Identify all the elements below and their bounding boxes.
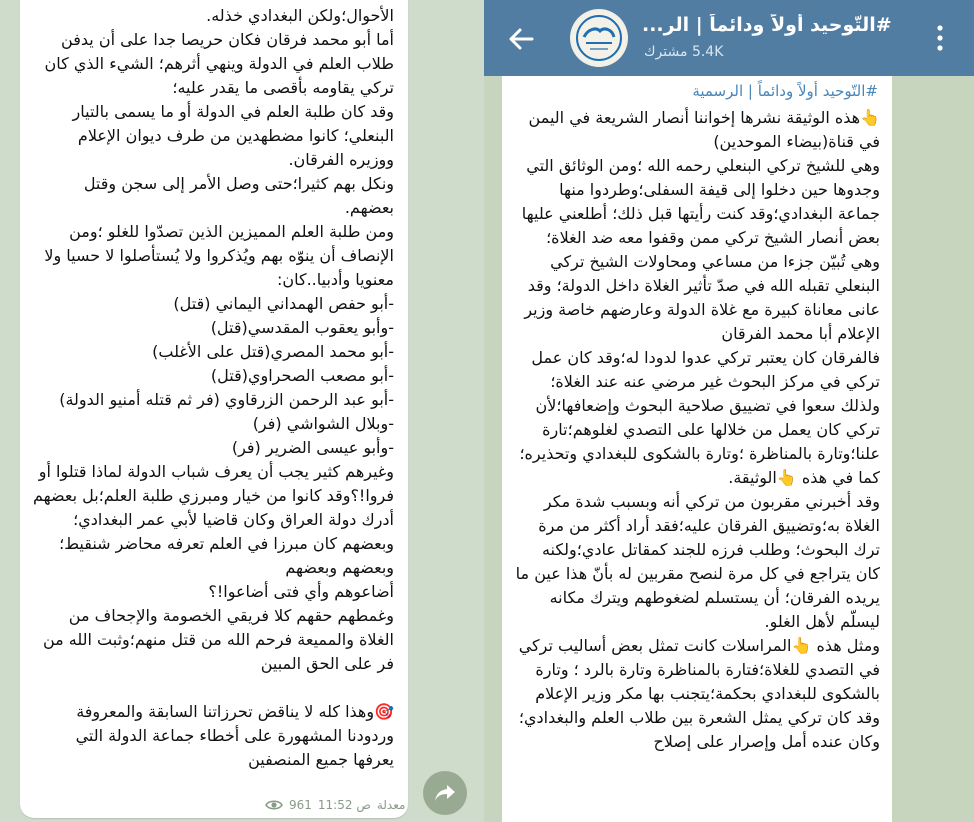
message-text: 👆هذه الوثيقة نشرها إخواننا أنصار الشريعة في اليمن في قناة(بيضاء الموحدين) وهي للشيخ تركي البنعلي رحمه الله ؛ومن الوثائق التي وجدوها حين دخلوا إلى قيفة السفلى؛وطردوا منها جماعة البغدادي؛وقد كنت رأيتها قبل ذلك؛ أطلعني عليها بعض أنصار الشيخ تركي ممن وقفوا معه ضد الغلاة؛ وهي تُبيّن جزءا من مساعي ومحاولات الشيخ تركي البنعلي تقبله الله في صدّ تأثير الغلاة داخل الدولة؛ وقد عانى معاناة كبيرة مع غلاة الدولة وعارضهم خاصة وزير الإعلام أبا محمد الفرقان فالفرقان كان يعتبر تركي عدوا لدودا له؛وقد كان عمل تركي في مركز البحوث غير مرضي عنه عند الغلاة؛ولذلك سعوا في تضييق صلاحية البحوث وإضعافها؛لأن تركي كان يعمل من خلالها على التصدي لغلوهم؛تارة علنا؛وتارة بالمناظرة ؛وتارة بالشكوى للبغدادي وتحذيره؛كما في هذه 👆الوثيقة. وقد أخبرني مقربون من تركي أنه وبسبب شدة مكر الغلاة به؛وتضييق الفرقان عليه؛فقد أراد أكثر من مرة ترك البحوث؛ وطلب فرزه للجند كمقاتل عادي؛ولكنه كان يتراجع في كل مرة لنصح مقربين له بأنّ هذا عين ما يريده الفرقان؛ أن يستسلم لضغوطهم ويترك مكانه ليسلّم لأهل الغلو. ومثل هذه 👆المراسلات كانت تمثل بعض أساليب تركي في التصدي للغلاة؛فتارة بالمناظرة وتارة بالرد ؛ وتارة بالشكوى للبغدادي بحكمة؛يتجنب بها مكر وزير الإعلام وقد كان تركي يمثل الشعرة بين طلاب العلم والبغدادي؛وكان عنده أمل وإصرار على إصلاح (515, 108, 880, 751)
channel-title[interactable]: #التّوحيد أولاً ودائماً | الر... (642, 14, 892, 36)
edited-label: معدلة (376, 798, 406, 812)
message-bubble[interactable] (20, 0, 408, 818)
forward-source-link[interactable]: #التّوحيد أولاً ودائماً | الرسمية (692, 82, 878, 100)
view-count: 961 (289, 798, 312, 812)
share-arrow-icon (434, 784, 456, 802)
share-button[interactable] (423, 771, 467, 815)
subscriber-count: 5.4K مشترك (644, 44, 724, 60)
more-options-icon[interactable] (932, 22, 948, 54)
message-time: 11:52 ص (317, 798, 371, 812)
right-chat-pane (484, 0, 974, 822)
back-arrow-icon[interactable] (506, 24, 536, 54)
forwarded-message-bubble[interactable] (502, 76, 892, 822)
channel-logo-icon (570, 9, 628, 67)
message-text: الأحوال؛ولكن البغدادي خذله. أما أبو محمد فرقان فكان حريصا جدا على أن يدفن طلاب العلم في الدولة وينهي أثرهم؛ الشيء الذي كان تركي يقاومه بأقصى ما يقدر عليه؛ وقد كان طلبة العلم في الدولة أو ما يسمى بالتيار البنعلي؛ كانوا مضطهدين من طرف ديوان الإعلام ووزيره الفرقان. ونكل بهم كثيرا؛حتى وصل الأمر إلى سجن وقتل بعضهم. ومن طلبة العلم المميزين الذين تصدّوا للغلو ؛ومن الإنصاف أن ينوّه بهم ويُذكروا ولا يُستأصلوا لا حسيا ولا معنويا وأدبيا..كان: -أبو حفص الهمداني اليماني (قتل) -وأبو يعقوب المقدسي(قتل) -أبو محمد المصري(قتل على الأغلب) -أبو مصعب الصحراوي(قتل) -أبو عبد الرحمن الزرقاوي (فر ثم قتله أمنيو الدولة) -وبلال الشواشي (فر) -وأبو عيسى الضرير (فر) وغيرهم كثير يجب أن يعرف شباب الدولة لماذا قتلوا أو فروا!؟وقد كانوا من خيار ومبرزي طلبة العلم؛بل بعضهم أدرك دولة العراق وكان قاضيا لأبي عمر البغدادي؛وبعضهم كان مبرزا في العلم تعرفه محاضر شنقيط؛ وبعضهم وبعضهم أضاعوهم وأي فتى أضاعوا!؟ وغمطهم حقهم كلا فريقي الخصومة والإجحاف من الغلاة والمميعة فرحم الله من قتل منهم؛وثبت الله من فر على الحق المبين 🎯وهذا كله لا يناقض تحرزاتنا السابقة والمعروفة وردودنا المشهورة على أخطاء جماعة الدولة التي يعرفها جميع المنصفين (32, 6, 394, 769)
chat-header (484, 0, 974, 76)
channel-avatar[interactable] (570, 9, 628, 67)
eye-icon (265, 799, 283, 811)
left-chat-pane (0, 0, 484, 822)
message-meta (265, 798, 405, 812)
